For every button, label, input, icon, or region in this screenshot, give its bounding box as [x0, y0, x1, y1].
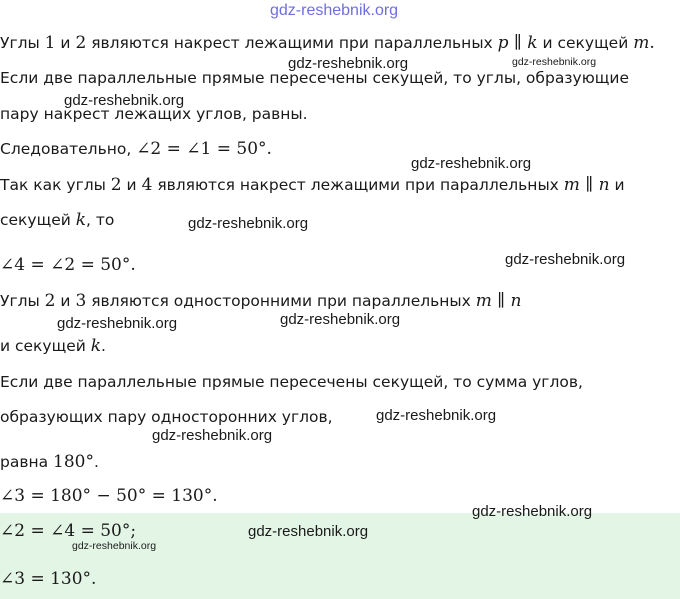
text-line-1: Углы 1 и 2 являются накрест лежащими при параллельных p ∥ k и секущей m.: [0, 33, 655, 53]
text-line-11: образующих пару односторонних углов,: [0, 408, 333, 426]
text-line-5: Так как углы 2 и 4 являются накрест лежащими при параллельных m ∥ n и: [0, 175, 625, 195]
watermark: gdz-reshebnik.org: [188, 215, 309, 232]
watermark: gdz-reshebnik.org: [280, 311, 401, 328]
watermark: gdz-reshebnik.org: [512, 56, 597, 68]
watermark: gdz-reshebnik.org: [152, 427, 273, 444]
watermark: gdz-reshebnik.org: [505, 251, 626, 268]
text-line-4: Следовательно, ∠2 = ∠1 = 50°.: [0, 139, 272, 159]
watermark: gdz-reshebnik.org: [72, 540, 157, 552]
text-line-7: ∠4 = ∠2 = 50°.: [0, 255, 136, 275]
text-line-10: Если две параллельные прямые пересечены секущей, то сумма углов,: [0, 373, 583, 391]
watermark: gdz-reshebnik.org: [288, 55, 409, 72]
text-line-2: Если две параллельные прямые пересечены секущей, то углы, образующие: [0, 69, 629, 87]
text-line-13: ∠3 = 180° − 50° = 130°.: [0, 486, 218, 506]
answer-line-2: ∠3 = 130°.: [0, 569, 97, 589]
text-line-8: Углы 2 и 3 являются односторонними при параллельных m ∥ n: [0, 291, 522, 311]
watermark: gdz-reshebnik.org: [64, 92, 185, 109]
watermark: gdz-reshebnik.org: [270, 2, 399, 19]
text-line-9: и секущей k.: [0, 336, 106, 356]
text-line-6: секущей k, то: [0, 210, 115, 230]
watermark: gdz-reshebnik.org: [57, 315, 178, 332]
watermark: gdz-reshebnik.org: [248, 523, 369, 540]
watermark: gdz-reshebnik.org: [376, 407, 497, 424]
watermark: gdz-reshebnik.org: [411, 155, 532, 172]
text-line-3: пару накрест лежащих углов, равны.: [0, 105, 308, 123]
answer-line-1: ∠2 = ∠4 = 50°;: [0, 521, 137, 541]
text-line-12: равна 180°.: [0, 452, 99, 472]
watermark: gdz-reshebnik.org: [472, 503, 593, 520]
